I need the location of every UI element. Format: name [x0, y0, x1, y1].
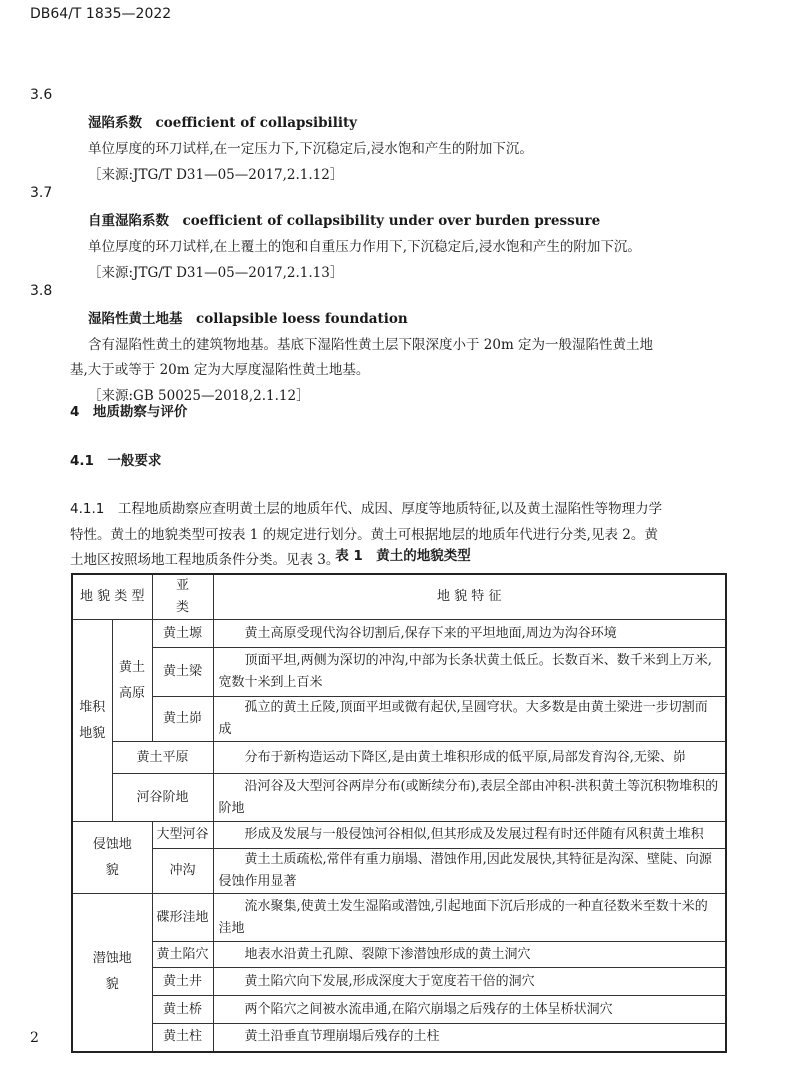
table-row	[72, 697, 726, 742]
term-title	[88, 307, 408, 327]
table-row	[72, 822, 726, 849]
desc-cell: 形成及发展与一般侵蚀河谷相似,但其形成及发展过程有时还伴随有风积黄土堆积	[213, 822, 726, 849]
table-row	[72, 996, 726, 1024]
clause-text: 工程地质勘察应查明黄土层的地质年代、成因、厚度等地质特征,以及黄土湿陷性等物理力学	[117, 501, 663, 517]
sub-cell: 大型河谷	[152, 822, 213, 849]
group-cell: 潜蚀地貌	[72, 894, 152, 1052]
table-row	[72, 894, 726, 942]
section-title: 地质勘察与评价	[92, 404, 188, 420]
desc-cell: 流水聚集,使黄土发生湿陷或潜蚀,引起地面下沉后形成的一种直径数米至数十米的洼地	[213, 894, 726, 942]
desc-cell: 黄土高原受现代沟谷切割后,保存下来的平坦地面,周边为沟谷环境	[213, 620, 726, 648]
term-number: 3.6	[30, 87, 53, 103]
sub-cell: 黄土峁	[152, 697, 213, 742]
term-title	[88, 209, 600, 229]
desc-cell: 黄土陷穴向下发展,形成深度大于宽度若干倍的洞穴	[213, 968, 726, 996]
desc-cell: 分布于新构造运动下降区,是由黄土堆积形成的低平原,局部发育沟谷,无梁、峁	[213, 742, 726, 774]
term-en: collapsible loess foundation	[196, 311, 408, 327]
sub-cell: 河谷阶地	[112, 774, 213, 822]
term-en: coefficient of collapsibility	[155, 115, 358, 131]
sub-cell: 黄土井	[152, 968, 213, 996]
sub-cell: 黄土梁	[152, 648, 213, 697]
table-caption: 表 1 黄土的地貌类型	[335, 548, 471, 564]
sub-cell: 冲沟	[152, 849, 213, 894]
group-cell: 侵蚀地貌	[72, 822, 152, 894]
clause-line: 土地区按照场地工程地质条件分类。见表 3。	[70, 552, 340, 568]
desc-cell: 顶面平坦,两侧为深切的冲沟,中部为长条状黄土低丘。长数百米、数千米到上万米,宽数十米到上百米	[213, 648, 726, 697]
desc-cell: 黄土沿垂直节理崩塌后残存的土柱	[213, 1024, 726, 1052]
subsection-heading	[70, 449, 161, 469]
subgroup-cell: 黄土高原	[112, 620, 152, 742]
header-cell: 地 貌 特 征	[213, 574, 726, 620]
desc-cell: 黄土土质疏松,常伴有重力崩塌、潜蚀作用,因此发展快,其特征是沟深、壁陡、向源侵蚀作用显著	[213, 849, 726, 894]
term-source: ［来源:GB 50025—2018,2.1.12］	[88, 388, 310, 404]
term-zh: 自重湿陷系数	[88, 213, 169, 229]
desc-cell: 两个陷穴之间被水流串通,在陷穴崩塌之后残存的土体呈桥状洞穴	[213, 996, 726, 1024]
table-row	[72, 648, 726, 697]
standard-code-header: DB64/T 1835—2022	[30, 6, 172, 22]
term-source: ［来源:JTG/T D31—05—2017,2.1.13］	[88, 265, 344, 281]
section-heading	[70, 400, 187, 420]
section-number: 4	[70, 404, 80, 420]
term-definition: 单位厚度的环刀试样,在一定压力下,下沉稳定后,浸水饱和产生的附加下沉。	[88, 141, 533, 157]
clause-number: 4.1.1	[70, 501, 105, 517]
term-source: ［来源:JTG/T D31—05—2017,2.1.12］	[88, 167, 344, 183]
landform-table	[71, 573, 727, 1053]
term-definition: 基,大于或等于 20m 定为大厚度湿陷性黄土地基。	[70, 362, 370, 378]
term-zh: 湿陷系数	[88, 115, 142, 131]
table-row	[72, 620, 726, 648]
sub-cell: 黄土陷穴	[152, 942, 213, 968]
term-en: coefficient of collapsibility under over burden pressure	[182, 213, 601, 229]
page-number: 2	[30, 1030, 39, 1046]
desc-cell: 沿河谷及大型河谷两岸分布(或断续分布),表层全部由冲积-洪积黄土等沉积物堆积的阶地	[213, 774, 726, 822]
table-row	[72, 774, 726, 822]
header-cell: 地 貌 类 型	[72, 574, 152, 620]
section-title: 一般要求	[107, 453, 162, 469]
table-row	[72, 742, 726, 774]
group-cell: 堆积地貌	[72, 620, 112, 822]
term-definition: 含有湿陷性黄土的建筑物地基。基底下湿陷性黄土层下限深度小于 20m 定为一般湿陷性黄土地	[88, 337, 654, 353]
table-row	[72, 968, 726, 996]
desc-cell: 孤立的黄土丘陵,顶面平坦或微有起伏,呈圆穹状。大多数是由黄土梁进一步切割而成	[213, 697, 726, 742]
clause-line	[70, 497, 662, 517]
header-cell: 亚 类	[152, 574, 213, 620]
table-row	[72, 942, 726, 968]
table-row	[72, 1024, 726, 1052]
table-header-row	[72, 574, 726, 620]
term-title	[88, 111, 357, 131]
term-number: 3.7	[30, 185, 53, 201]
clause-line: 特性。黄土的地貌类型可按表 1 的规定进行划分。黄土可根据地层的地质年代进行分类,见表 2。黄	[70, 527, 658, 543]
term-definition: 单位厚度的环刀试样,在上覆土的饱和自重压力作用下,下沉稳定后,浸水饱和产生的附加下沉。	[88, 239, 641, 255]
term-zh: 湿陷性黄土地基	[88, 311, 183, 327]
term-number: 3.8	[30, 283, 53, 299]
sub-cell: 黄土塬	[152, 620, 213, 648]
sub-cell: 碟形洼地	[152, 894, 213, 942]
table-row	[72, 849, 726, 894]
sub-cell: 黄土平原	[112, 742, 213, 774]
desc-cell: 地表水沿黄土孔隙、裂隙下渗潜蚀形成的黄土洞穴	[213, 942, 726, 968]
section-number: 4.1	[70, 453, 94, 469]
sub-cell: 黄土桥	[152, 996, 213, 1024]
sub-cell: 黄土柱	[152, 1024, 213, 1052]
